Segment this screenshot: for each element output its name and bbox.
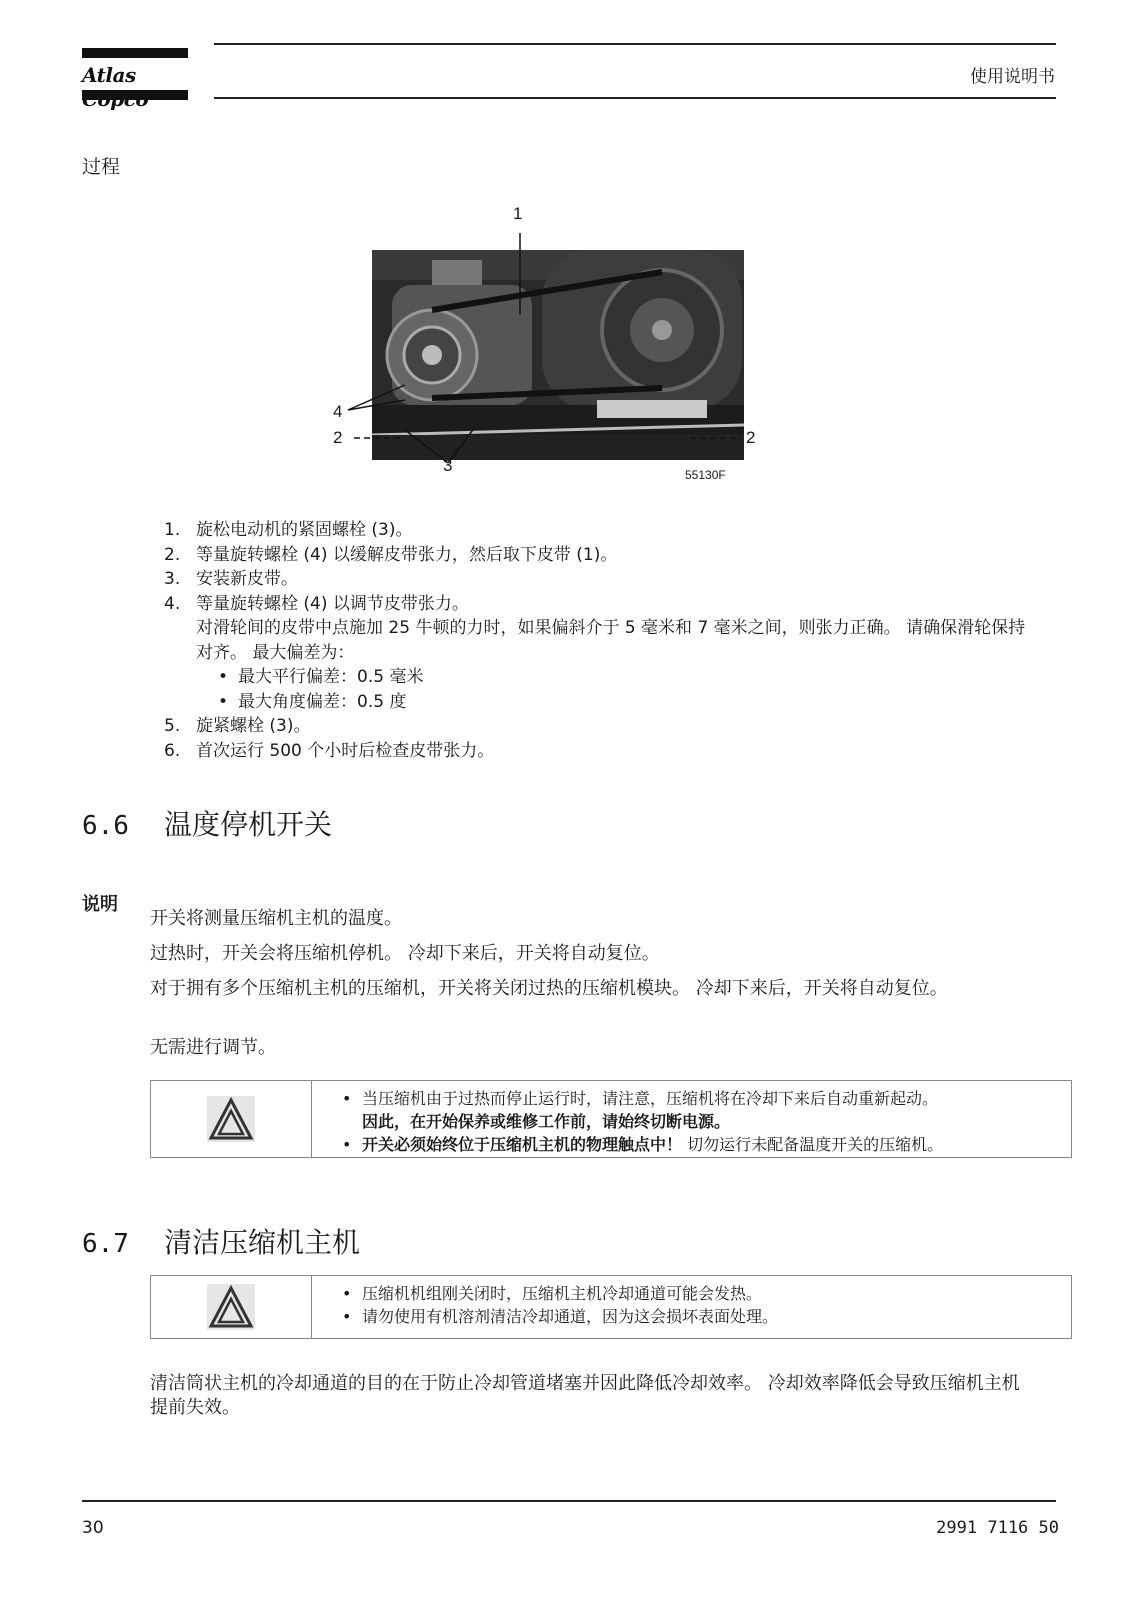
header-rule-top — [214, 43, 1056, 45]
figure-leader-lines — [330, 225, 790, 475]
procedure-heading: 过程 — [82, 156, 121, 178]
callout-3: 3 — [443, 456, 453, 475]
header-rule-bottom — [214, 97, 1056, 99]
atlas-copco-logo: Atlas — [82, 63, 136, 87]
document-number: 2991 7116 50 — [936, 1518, 1059, 1538]
callout-4: 4 — [333, 402, 343, 421]
cleaning-paragraph: 清洁筒状主机的冷却通道的目的在于防止冷却管道堵塞并因此降低冷却效率。 冷却效率降低会导致压缩机主机提前失效。 — [150, 1373, 1020, 1418]
step-item: 2. 等量旋转螺栓 (4) 以缓解皮带张力，然后取下皮带 (1)。 — [164, 544, 618, 565]
warning-icon-cell — [151, 1081, 312, 1157]
callout-2-left: 2 — [333, 428, 343, 447]
paragraph: 开关将测量压缩机主机的温度。 — [150, 908, 402, 929]
figure-code: 55130F — [685, 468, 726, 482]
warning-item: • 压缩机机组刚关闭时，压缩机主机冷却通道可能会发热。 — [342, 1282, 1061, 1305]
warning-box-6-6 — [150, 1080, 1072, 1158]
warning-item: • 开关必须始终位于压缩机主机的物理触点中！ 切勿运行未配备温度开关的压缩机。 — [342, 1133, 1061, 1156]
warning-item: • 当压缩机由于过热而停止运行时，请注意，压缩机将在冷却下来后自动重新起动。 因此，在开始保养或维修工作前，请始终切断电源。 — [342, 1087, 1061, 1133]
procedure-steps — [158, 518, 1038, 763]
page-number: 30 — [82, 1518, 104, 1538]
step-item: 1. 旋松电动机的紧固螺栓 (3)。 — [164, 520, 413, 540]
section-6-6-title: 6.6 温度停机开关 — [82, 808, 333, 841]
description-subhead: 说明 — [82, 894, 118, 915]
header-title: 使用说明书 — [970, 67, 1055, 87]
warning-icon-cell — [151, 1276, 312, 1338]
warning-triangle-icon — [207, 1096, 255, 1142]
paragraph: 无需进行调节。 — [150, 1037, 276, 1058]
tolerance-item: • 最大平行偏差：0.5 毫米 — [218, 665, 1038, 690]
step-item: 5. 旋紧螺栓 (3)。 — [164, 716, 311, 736]
section-6-7-title: 6.7 清洁压缩机主机 — [82, 1226, 361, 1259]
footer-rule — [82, 1500, 1056, 1502]
callout-1: 1 — [513, 204, 523, 223]
logo-bar-bottom — [82, 90, 188, 100]
paragraph: 对于拥有多个压缩机主机的压缩机，开关将关闭过热的压缩机模块。 冷却下来后，开关将自动复位。 — [150, 978, 948, 999]
tolerance-item: • 最大角度偏差：0.5 度 — [218, 690, 1038, 715]
warning-triangle-icon — [207, 1284, 255, 1330]
warning-item: • 请勿使用有机溶剂清洁冷却通道，因为这会损坏表面处理。 — [342, 1305, 1061, 1328]
step-item: 3. 安装新皮带。 — [164, 569, 298, 589]
step-item: 4. 等量旋转螺栓 (4) 以调节皮带张力。 对滑轮间的皮带中点施加 25 牛顿的力时，如果偏斜介于 5 毫米和 7 毫米之间，则张力正确。 请确保滑轮保持对齐。 最大偏差为： • 最大平行偏差：0.5 毫米 • 最大角度偏差：0.5 度 — [158, 592, 1038, 715]
paragraph: 过热时，开关会将压缩机停机。 冷却下来后，开关将自动复位。 — [150, 943, 660, 964]
callout-2-right: 2 — [746, 428, 756, 447]
logo-bar-top — [82, 48, 188, 58]
step-detail: 对滑轮间的皮带中点施加 25 牛顿的力时，如果偏斜介于 5 毫米和 7 毫米之间，则张力正确。 请确保滑轮保持对齐。 最大偏差为： — [196, 618, 1026, 663]
step-item: 6. 首次运行 500 个小时后检查皮带张力。 — [164, 740, 495, 761]
warning-box-6-7 — [150, 1275, 1072, 1339]
